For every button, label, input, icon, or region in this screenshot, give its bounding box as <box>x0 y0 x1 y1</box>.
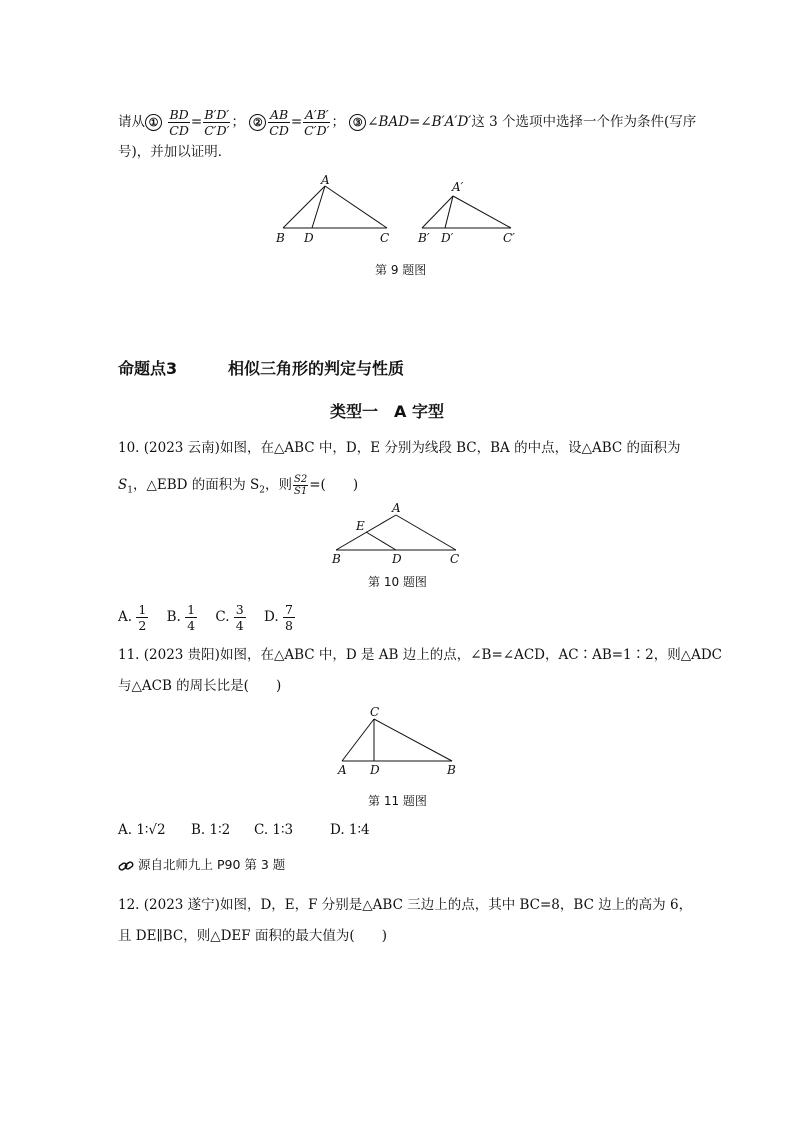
q9-caption: 第 9 题图 <box>375 263 427 277</box>
q11-line1: 11. (2023 贵阳)如图，在△ABC 中，D 是 AB 边上的点，∠B=∠ACD，AC∶AB=1∶2，则△ADC <box>118 647 723 663</box>
option-marker-1: ① <box>145 114 162 131</box>
q9-eq1: = <box>190 114 203 130</box>
q9-tail: 这 3 个选项中选择一个作为条件(写序 <box>471 114 697 130</box>
q9-triangle-left <box>283 186 387 228</box>
q11-label-A: A <box>338 763 347 777</box>
q11-source-text: 源自北师九上 P90 第 3 题 <box>137 857 286 872</box>
q9-label-C-prime: C′ <box>503 231 515 245</box>
q11-option-C[interactable]: C. 1∶3 <box>254 822 294 838</box>
q10-sub1: 1 <box>127 485 133 496</box>
q9-label-B: B <box>276 231 285 245</box>
q9-label-A-prime: A′ <box>452 180 464 194</box>
q11-caption: 第 11 题图 <box>368 794 427 808</box>
q10-caption: 第 10 题图 <box>368 575 427 589</box>
q9-label-D-prime: D′ <box>441 231 454 245</box>
q10-sub2: 2 <box>259 485 266 496</box>
q10-line2-c: ，则 <box>265 477 293 493</box>
q10-ratio: $\frac{S2}{S1}$ <box>294 474 308 497</box>
q11-triangle <box>342 719 452 761</box>
q11-label-D: D <box>370 763 380 777</box>
q10-label-B: B <box>332 552 341 566</box>
q10-label-A: A <box>392 501 401 515</box>
q11-line2: 与△ACB 的周长比是( ) <box>118 678 282 694</box>
q10-option-A[interactable]: A. $\frac{1}{2}$ <box>118 602 147 633</box>
q10-line2 <box>118 474 358 501</box>
section-subject: 相似三角形的判定与性质 <box>228 359 405 378</box>
q10-option-D[interactable]: D. $\frac{7}{8}$ <box>264 602 293 633</box>
q10-line1: 10. (2023 云南)如图，在△ABC 中，D，E 分别为线段 BC，BA 的中点，设△ABC 的面积为 <box>118 440 681 456</box>
q11-figure <box>335 703 465 778</box>
q9-intro: 请从 <box>118 114 145 130</box>
q11-source-note <box>118 855 285 875</box>
q9-opt1-frac-left: $\frac{BD}{CD}$ <box>169 107 189 138</box>
link-icon <box>118 859 134 873</box>
q11-option-A[interactable]: A. 1∶√2 <box>118 822 166 838</box>
q10-s-symbol: S <box>118 477 128 493</box>
q9-triangle-right <box>422 196 511 228</box>
q9-figure <box>270 172 530 247</box>
q10-label-E: E <box>356 519 365 533</box>
q10-option-B[interactable]: B. $\frac{1}{4}$ <box>166 602 196 633</box>
q9-label-D: D <box>304 231 314 245</box>
q10-figure <box>328 500 468 568</box>
q11-label-B: B <box>447 763 456 777</box>
q9-opt2-frac-right: $\frac{A'B'}{C'D'}$ <box>304 107 330 138</box>
option-marker-2: ② <box>249 114 266 131</box>
q9-label-A: A <box>321 173 330 187</box>
q12-line1: 12. (2023 遂宁)如图，D，E，F 分别是△ABC 三边上的点，其中 BC=8，BC 边上的高为 6， <box>118 897 693 913</box>
q10-option-C[interactable]: C. $\frac{3}{4}$ <box>215 602 244 633</box>
q11-option-B[interactable]: B. 1∶2 <box>191 822 231 838</box>
q9-eq2: = <box>290 114 303 130</box>
q10-line2-b: ，△EBD 的面积为 S <box>132 477 260 493</box>
q12-line2: 且 DE∥BC，则△DEF 面积的最大值为( ) <box>118 928 387 944</box>
q10-answer-blank: =( ) <box>309 477 359 493</box>
q9-line1 <box>118 107 696 138</box>
q9-opt2-frac-left: $\frac{AB}{CD}$ <box>269 107 289 138</box>
q9-opt1-frac-right: $\frac{B'D'}{C'D'}$ <box>204 107 230 138</box>
q9-opt3: ∠BAD=∠B′A′D′ <box>367 114 472 130</box>
q9-label-B-prime: B′ <box>418 231 430 245</box>
q10-triangle <box>336 515 456 550</box>
q9-line2: 号)，并加以证明． <box>118 144 232 160</box>
option-marker-3: ③ <box>349 114 366 131</box>
q11-option-D[interactable]: D. 1∶4 <box>330 822 370 838</box>
q9-label-C: C <box>380 231 390 245</box>
q9-semi1: ； <box>231 114 245 130</box>
q10-options <box>118 600 295 634</box>
q10-label-D: D <box>392 552 402 566</box>
subtype-heading: 类型一 A 字型 <box>330 402 444 421</box>
q11-label-C: C <box>370 705 380 719</box>
q10-label-C: C <box>450 552 460 566</box>
q9-semi2: ； <box>331 114 345 130</box>
section-title: 命题点3 <box>118 359 178 378</box>
